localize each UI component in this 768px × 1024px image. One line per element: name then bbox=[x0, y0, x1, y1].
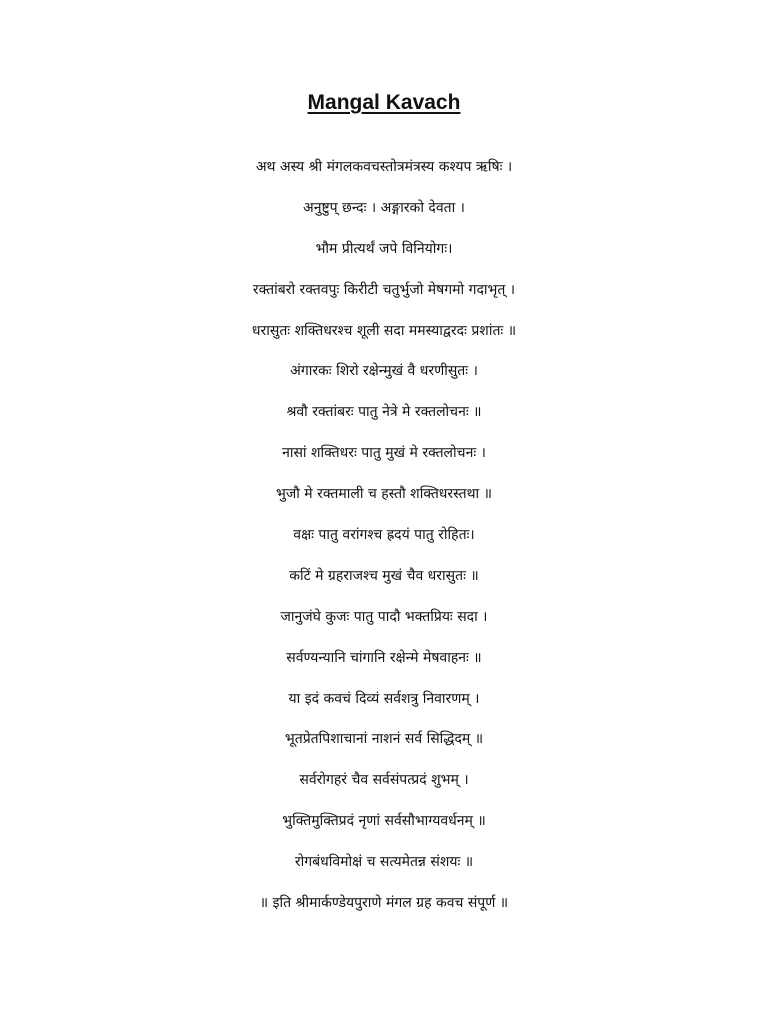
verse-line-11: कटिं मे ग्रहराजश्च मुखं चैव धरासुतः ॥ bbox=[289, 567, 479, 584]
verse-line-4: रक्तांबरो रक्तवपुः किरीटी चतुर्भुजो मेषगमो गदाभृत् । bbox=[252, 281, 516, 298]
verse-line-18: रोगबंधविमोक्षं च सत्यमेतन्न संशयः ॥ bbox=[294, 854, 474, 871]
verse-line-19: ॥ इति श्रीमार्कण्डेयपुराणे मंगल ग्रह कवच संपूर्ण ॥ bbox=[259, 895, 509, 912]
verse-line-12: जानुजंघे कुजः पातु पादौ भक्तप्रियः सदा । bbox=[280, 608, 488, 625]
verse-line-3: भौम प्रीत्यर्थं जपे विनियोगः। bbox=[315, 240, 453, 257]
verse-line-16: सर्वरोगहरं चैव सर्वसंपत्प्रदं शुभम् । bbox=[299, 772, 469, 789]
verse-line-6: अंगारकः शिरो रक्षेन्मुखं वै धरणीसुतः । bbox=[290, 363, 478, 380]
verse-list bbox=[0, 148, 768, 925]
verse-line-7: श्रवौ रक्तांबरः पातु नेत्रे मे रक्तलोचनः ॥ bbox=[286, 404, 482, 421]
verse-line-2: अनुष्टुप् छन्दः । अङ्गारको देवता । bbox=[303, 199, 465, 216]
verse-line-8: नासां शक्तिधरः पातु मुखं मे रक्तलोचनः । bbox=[282, 445, 486, 462]
verse-line-13: सर्वण्यन्यानि चांगानि रक्षेन्मे मेषवाहनः ॥ bbox=[286, 649, 482, 666]
document-title: Mangal Kavach bbox=[307, 91, 461, 114]
verse-line-1: अथ अस्य श्री मंगलकवचस्तोत्रमंत्रस्य कश्यप ऋषिः । bbox=[255, 159, 513, 175]
verse-line-9: भुजौ मे रक्तमाली च हस्तौ शक्तिधरस्तथा ॥ bbox=[276, 486, 492, 503]
verse-line-14: या इदं कवचं दिव्यं सर्वशत्रु निवारणम् । bbox=[288, 690, 480, 707]
verse-line-17: भुक्तिमुक्तिप्रदं नृणां सर्वसौभाग्यवर्धनम् ॥ bbox=[282, 813, 486, 830]
verse-line-5: धरासुतः शक्तिधरश्च शूली सदा ममस्याद्वरदः प्रशांतः ॥ bbox=[251, 322, 517, 339]
verse-line-15: भूतप्रेतपिशाचानां नाशनं सर्व सिद्धिदम् ॥ bbox=[284, 731, 484, 748]
verse-line-10: वक्षः पातु वरांगश्च ह्रदयं पातु रोहितः। bbox=[293, 527, 475, 544]
